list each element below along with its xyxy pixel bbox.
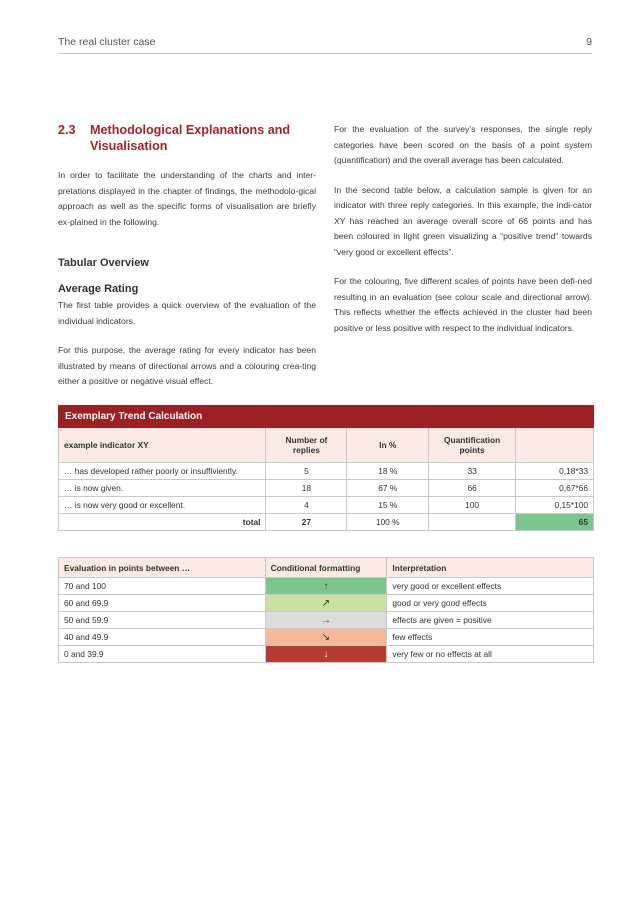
section-heading [58,122,316,154]
table-row [59,595,594,612]
trend-calculation-table [58,405,594,531]
total-result: 65 [516,514,594,531]
header-points-range: Evaluation in points between … [59,558,266,578]
total-empty-cell [429,514,516,531]
subheading-average-rating: Average Rating [58,282,139,295]
cell-points: 66 [429,480,516,497]
total-row [59,514,594,531]
table-row [59,480,594,497]
header-conditional-formatting: Conditional formatting [265,558,387,578]
arrow-down-icon: ↓ [265,646,387,663]
cell-label: … is now very good or excellent. [59,497,266,514]
table-row [59,612,594,629]
cell-replies: 4 [266,497,347,514]
table-row [59,497,594,514]
header-quantification: Quantification points [429,428,516,463]
cell-percent: 15 % [347,497,429,514]
table-row [59,463,594,480]
right-column [334,122,592,350]
cell-percent: 18 % [347,463,429,480]
header-indicator: example indicator XY [59,428,266,463]
trend-table-header [59,428,594,463]
arrow-up-icon: ↑ [265,578,387,595]
scale-table-header [59,558,594,578]
running-header [58,36,592,48]
arrow-down-right-icon: ↘ [265,629,387,646]
cell-points: 33 [429,463,516,480]
header-interpretation: Interpretation [387,558,594,578]
section-title-line2: Visualisation [90,139,168,153]
cell-interpretation: very few or no effects at all [387,646,594,663]
right-paragraph-2: In the second table below, a calculation sample is given for an indicator with three reply categories. In this example, the indi-cator XY has reached an average overall score of 66 points and has been coloured in light green visualizing a “positive trend” towards “very good or excellent effects”. [334,184,592,257]
table-row [59,646,594,663]
cell-interpretation: very good or excellent effects [387,578,594,595]
cell-formula: 0,67*66 [516,480,594,497]
page-number: 9 [586,36,592,48]
left-paragraph-2: For this purpose, the average rating for every indicator has been illustrated by means of directional arrows and a colouring crea-ting either a positive or negative visual effect. [58,345,316,386]
evaluation-scale-table [58,557,594,663]
cell-interpretation: effects are given = positive [387,612,594,629]
cell-points: 100 [429,497,516,514]
cell-replies: 18 [266,480,347,497]
section-title [90,122,290,154]
header-divider [58,53,592,54]
cell-range: 70 and 100 [59,578,266,595]
total-label: total [59,514,266,531]
running-header-title: The real cluster case [58,36,156,48]
table-row [59,629,594,646]
right-paragraph-3: For the colouring, five different scales of points have been defi-ned resulting in an evaluation (see colour scale and directional arrow). This reflects whether the effects achieved in the cluster had been positive or less positive with respect to the individual indicators. [334,276,592,333]
intro-paragraph: In order to facilitate the understanding of the charts and inter-pretations displayed in the chapter of findings, the methodolo-gical approach as well as the specific forms of visualisation are briefly ex-plained in the following. [58,170,316,227]
cell-interpretation: good or very good effects [387,595,594,612]
left-paragraph-1: The first table provides a quick overview of the evaluation of the individual indicators. [58,300,316,326]
trend-table-caption: Exemplary Trend Calculation [59,406,594,428]
section-title-line1: Methodological Explanations and [90,123,291,137]
arrow-right-icon: → [265,612,387,629]
table-row [59,578,594,595]
cell-label: … is now given. [59,480,266,497]
left-column [58,122,316,404]
cell-range: 60 and 69.9 [59,595,266,612]
right-paragraph-1: For the evaluation of the survey’s responses, the single reply categories have been scored on the basis of a point system (quantification) and the overall average has been calculated. [334,124,592,165]
subheading-tabular-overview: Tabular Overview [58,257,149,269]
header-empty [516,428,594,463]
header-percent: In % [347,428,429,463]
total-replies: 27 [266,514,347,531]
cell-range: 50 and 59.9 [59,612,266,629]
cell-label: … has developed rather poorly or insuffiviently. [59,463,266,480]
cell-range: 0 and 39.9 [59,646,266,663]
section-number: 2.3 [58,123,76,137]
cell-percent: 67 % [347,480,429,497]
cell-replies: 5 [266,463,347,480]
total-percent: 100 % [347,514,429,531]
cell-interpretation: few effects [387,629,594,646]
cell-formula: 0,15*100 [516,497,594,514]
cell-range: 40 and 49.9 [59,629,266,646]
arrow-up-right-icon: ↗ [265,595,387,612]
header-replies: Number of replies [266,428,347,463]
cell-formula: 0,18*33 [516,463,594,480]
